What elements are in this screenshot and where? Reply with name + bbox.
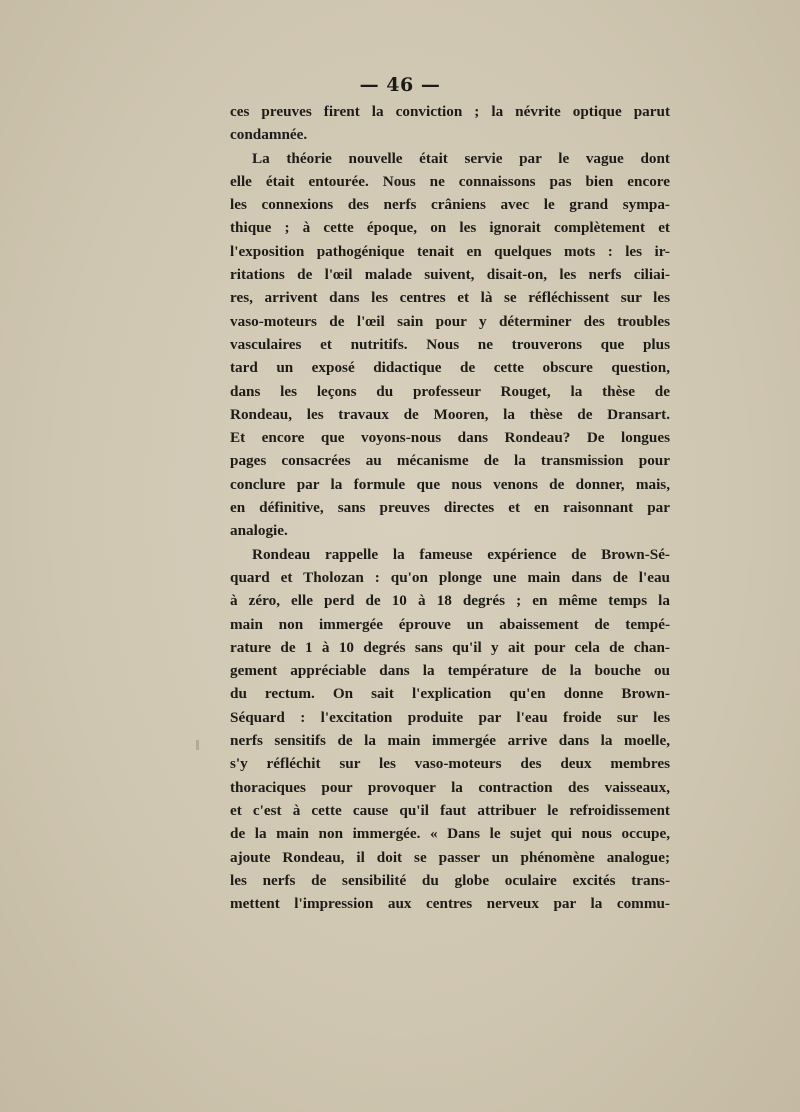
text-line: thique ; à cette époque, on les ignorait complètement et — [230, 219, 670, 237]
text-line: les nerfs de sensibilité du globe oculaire excités trans- — [230, 871, 670, 889]
text-line: à zéro, elle perd de 10 à 18 degrés ; en même temps la — [230, 592, 670, 610]
text-line: Et encore que voyons-nous dans Rondeau? De longues — [230, 429, 670, 447]
text-line: rature de 1 à 10 degrés sans qu'il y ait pour cela de chan- — [230, 638, 670, 656]
text-line: et c'est à cette cause qu'il faut attribuer le refroidissement — [230, 801, 670, 819]
text-line: s'y réfléchit sur les vaso-moteurs des deux membres — [230, 755, 670, 773]
text-line: nerfs sensitifs de la main immergée arrive dans la moelle, — [230, 732, 670, 750]
text-line: en définitive, sans preuves directes et en raisonnant par — [230, 499, 670, 517]
text-line: condamnée. — [230, 126, 308, 144]
text-line: conclure par la formule que nous venons de donner, mais, — [230, 475, 670, 493]
text-line: analogie. — [230, 522, 288, 540]
text-line: vaso-moteurs de l'œil sain pour y déterminer des troubles — [230, 312, 670, 330]
text-line: La théorie nouvelle était servie par le vague dont — [252, 149, 670, 167]
text-line: les connexions des nerfs crâniens avec le grand sympa- — [230, 196, 670, 214]
margin-mark — [196, 740, 199, 750]
text-line: de la main non immergée. « Dans le sujet qui nous occupe, — [230, 825, 670, 843]
text-line: Séquard : l'excitation produite par l'eau froide sur les — [230, 708, 670, 726]
text-line: ces preuves firent la conviction ; la névrite optique parut — [230, 103, 670, 120]
body-text — [230, 100, 670, 915]
text-line: elle était entourée. Nous ne connaissons pas bien encore — [230, 172, 670, 190]
text-line: thoraciques pour provoquer la contraction des vaisseaux, — [230, 778, 670, 796]
text-line: l'exposition pathogénique tenait en quelques mots : les ir- — [230, 242, 670, 260]
text-line: gement appréciable dans la température de la bouche ou — [230, 662, 670, 680]
text-line: ajoute Rondeau, il doit se passer un phénomène analogue; — [230, 848, 670, 866]
text-line: res, arrivent dans les centres et là se réfléchissent sur les — [230, 289, 670, 307]
text-line: quard et Tholozan : qu'on plonge une main dans de l'eau — [230, 568, 670, 586]
text-line: Rondeau rappelle la fameuse expérience de Brown-Sé- — [252, 545, 670, 563]
text-line: dans les leçons du professeur Rouget, la thèse de — [230, 382, 670, 400]
text-line: tard un exposé didactique de cette obscure question, — [230, 359, 670, 377]
text-line: pages consacrées au mécanisme de la transmission pour — [230, 452, 670, 470]
page-number: — 46 — — [359, 74, 441, 96]
text-line: ritations de l'œil malade suivent, disait-on, les nerfs ciliai- — [230, 266, 670, 284]
text-line: mettent l'impression aux centres nerveux par la commu- — [230, 895, 670, 913]
text-line: du rectum. On sait l'explication qu'en donne Brown- — [230, 685, 670, 703]
text-line: main non immergée éprouve un abaissement de tempé- — [230, 615, 670, 633]
text-line: Rondeau, les travaux de Mooren, la thèse de Dransart. — [230, 405, 670, 423]
text-line: vasculaires et nutritifs. Nous ne trouverons que plus — [230, 335, 670, 353]
